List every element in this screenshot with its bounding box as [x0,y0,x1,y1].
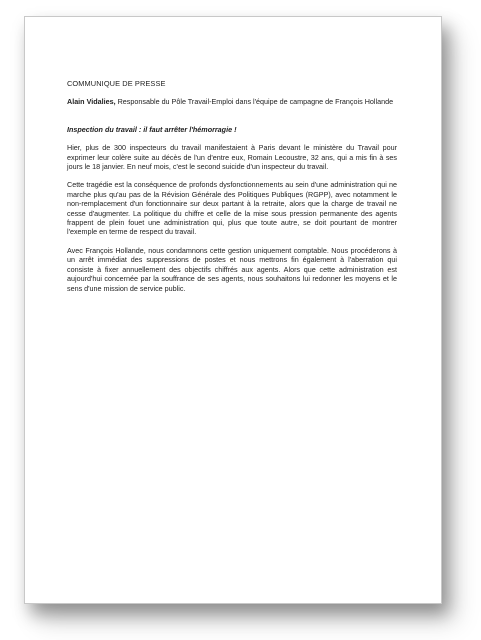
document-content [67,79,397,302]
author-name: Alain Vidalies, [67,97,116,107]
author-line [67,97,397,106]
article-title: Inspection du travail : il faut arrêter l'hémorragie ! [67,124,237,134]
paragraph-3: Avec François Hollande, nous condamnons cette gestion uniquement comptable. Nous procéderons à un arrêt immédiat des suppressions de postes et nous mettrons fin également à l'aberration qui consiste à fixer annuellement des objectifs chiffrés aux agents. Alors que cette administration est aujourd'hui concernée par la souffrance de ses agents, nous souhaitons lui redonner les moyens et le sens d'une mission de service public. [67,245,397,293]
document-page [24,16,442,604]
paragraph-2: Cette tragédie est la conséquence de profonds dysfonctionnements au sein d'une administration qui ne marche plus qu'au pas de la Révision Générale des Politiques Publiques (RGPP), avec notamment le non-remplacement d'un fonctionnaire sur deux partant à la retraite, alors que la charge de travail ne cesse d'augmenter. La politique du chiffre et celle de la mise sous pression permanente des agents frappent de plein fouet une administration qui, plus que toute autre, se doit pourtant de montrer l'exemple en terme de respect du travail. [67,180,397,237]
paragraph-1: Hier, plus de 300 inspecteurs du travail manifestaient à Paris devant le ministère du Travail pour exprimer leur colère suite au décès de l'un d'entre eux, Romain Lecoustre, 32 ans, qui a mis fin à ses jours le 18 janvier. En neuf mois, c'est le second suicide d'un inspecteur du travail. [67,143,397,172]
press-release-heading: COMMUNIQUE DE PRESSE [67,79,166,88]
author-role: Responsable du Pôle Travail-Emploi dans l'équipe de campagne de François Hollande [117,97,394,107]
